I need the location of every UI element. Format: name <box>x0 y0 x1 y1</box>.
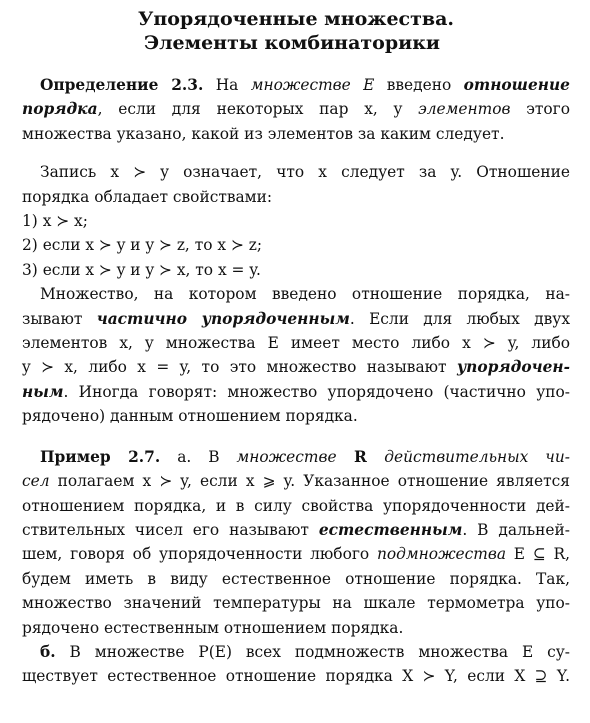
term-order: порядка <box>22 100 98 119</box>
example-text: шем, говоря об упорядоченности любого <box>22 545 377 564</box>
example-paragraph <box>22 445 570 689</box>
term-subset: подмножества <box>376 545 507 564</box>
example-text: рядочено естественным отношением порядка. <box>22 618 404 637</box>
example-text: будем иметь в виду естественное отношение порядка. Так, <box>22 569 570 588</box>
term-order-relation: отношение <box>463 76 570 94</box>
term-real-numbers: действительных чи- <box>384 447 570 466</box>
example-text: множество значений температуры на шкале термометра упо- <box>22 594 570 613</box>
record-paragraph <box>22 160 570 282</box>
example-text: E ⊆ R, <box>506 545 570 564</box>
example-text: . В дальней- <box>462 520 570 539</box>
partial-order-paragraph <box>22 282 570 428</box>
partial-text: элементов x, y множества E имеет место либо x ≻ y, либо <box>22 334 570 353</box>
definition-text: введено <box>374 76 464 94</box>
property-item: 2) если x ≻ y и y ≻ z, то x ≻ z; <box>22 236 263 255</box>
title-line-2: Элементы комбинаторики <box>143 32 441 54</box>
definition-text: На <box>215 76 251 94</box>
section-title <box>22 0 570 55</box>
property-item: 3) если x ≻ y и y ≻ x, то x = y. <box>22 260 261 279</box>
example-label: Пример 2.7. <box>40 447 161 466</box>
example-b-label: б. <box>40 642 56 661</box>
partial-text: рядочено) данным отношением порядка. <box>22 407 358 426</box>
record-text: Запись x ≻ y означает, что x следует за y. Отношение <box>40 163 570 182</box>
term-ordered: упорядочен- <box>456 358 570 377</box>
term-ordered-end: ным <box>22 382 64 401</box>
definition-paragraph <box>22 73 570 146</box>
term-real-numbers-end: сел <box>22 472 50 491</box>
example-text: отношением порядка, и в силу свойства упорядоченности дей- <box>22 496 570 515</box>
definition-text: , если для некоторых пар x, y <box>97 100 419 119</box>
example-text: полагаем x ≻ y, если x ⩾ y. Указанное отношение является <box>49 472 570 491</box>
real-numbers-symbol: R <box>336 447 385 466</box>
record-text: порядка обладает свойствами: <box>22 187 273 206</box>
definition-label: Определение 2.3. <box>40 76 204 94</box>
example-text: ствительных чисел его называют <box>22 520 319 539</box>
definition-text: этого <box>510 100 570 119</box>
example-b-text: ществует естественное отношение порядка X ≻ Y, если X ⊇ Y. <box>22 667 570 686</box>
title-line-1: Упорядоченные множества. <box>137 8 455 30</box>
property-item: 1) x ≻ x; <box>22 212 88 231</box>
definition-text: множества указано, какой из элементов за каким следует. <box>22 124 505 143</box>
term-natural: естественным <box>318 520 463 539</box>
partial-text: . Если для любых двух <box>349 309 570 328</box>
example-text: а. В <box>160 447 237 466</box>
partial-text: зывают <box>22 309 97 328</box>
partial-text: . Иногда говорят: множество упорядочено (частично упо- <box>63 382 570 401</box>
term-partially-ordered: частично упорядоченным <box>96 309 350 328</box>
term-elements: элементов <box>418 100 511 119</box>
term-set: множестве E <box>250 76 375 94</box>
partial-text: y ≻ x, либо x = y, то это множество называют <box>22 358 457 377</box>
term-set: множестве <box>236 447 337 466</box>
partial-text: Множество, на котором введено отношение порядка, на- <box>40 285 570 304</box>
example-b-text: В множестве P(E) всех подмножеств множества E су- <box>55 642 570 661</box>
